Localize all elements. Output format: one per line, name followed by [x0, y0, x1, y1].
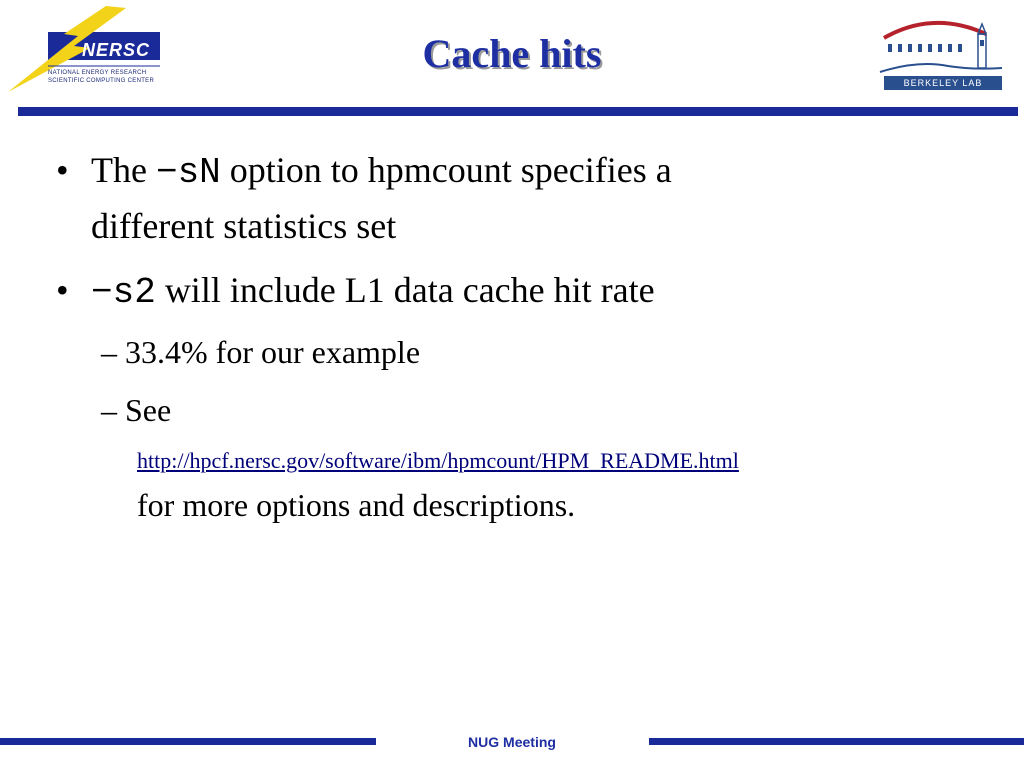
bullet-dot: •	[56, 270, 69, 310]
bullet-2-line1	[91, 263, 655, 320]
footer-rule-right	[649, 738, 1024, 745]
bullet-dot: •	[56, 150, 69, 190]
page-title: Cache hits	[422, 31, 602, 76]
bullet-1-line1	[91, 143, 672, 200]
subbullet-2	[101, 389, 171, 431]
hpm-readme-link[interactable]: http://hpcf.nersc.gov/software/ibm/hpmcount/HPM_README.html	[137, 448, 739, 473]
bullet-1-text-pre: The	[91, 150, 156, 190]
bullet-2-code: −s2	[91, 272, 156, 313]
bullet-1-code: −sN	[155, 152, 221, 193]
subbullet-2-text: See	[125, 392, 172, 428]
bullet-1-text-post: option to hpmcount specifies a	[220, 150, 672, 190]
footer-label: NUG Meeting	[468, 734, 556, 750]
berkeley-lab-wordmark: BERKELEY LAB	[903, 78, 983, 88]
subbullet-1-text: 33.4% for our example	[125, 334, 421, 370]
subbullet-dash: –	[101, 334, 117, 370]
nersc-wordmark: NERSC	[82, 40, 151, 60]
bullet-1-line2: different statistics set	[91, 206, 397, 246]
subbullet-2-continuation: for more options and descriptions.	[137, 487, 576, 523]
bullet-2-text-post: will include L1 data cache hit rate	[155, 270, 655, 310]
nersc-subtitle-line1: NATIONAL ENERGY RESEARCH	[48, 70, 147, 76]
subbullet-1	[101, 331, 420, 373]
subbullet-dash: –	[101, 392, 117, 428]
nersc-subtitle-line2: SCIENTIFIC COMPUTING CENTER	[48, 78, 155, 84]
